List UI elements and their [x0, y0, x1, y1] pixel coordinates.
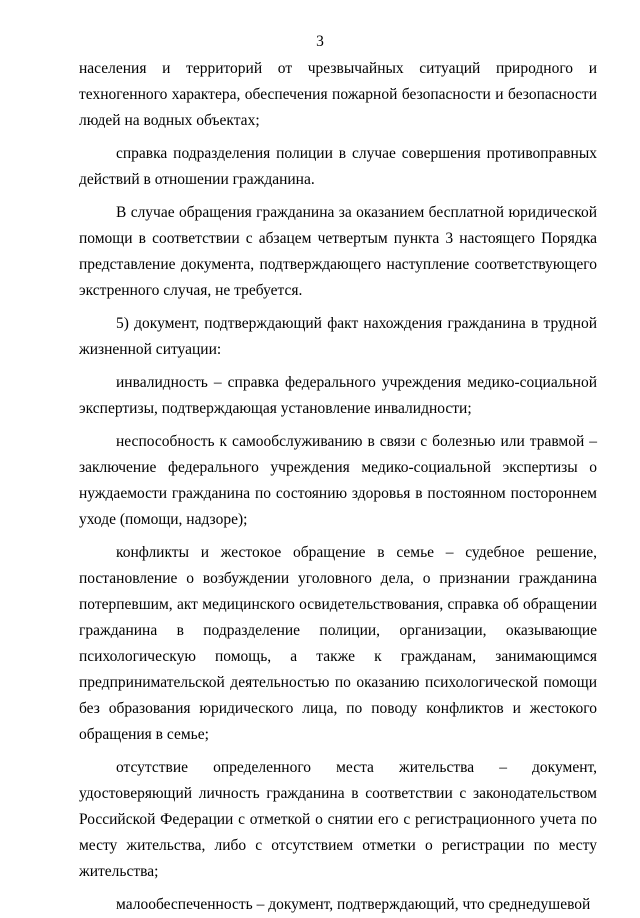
page-number: 3: [316, 33, 324, 50]
paragraph-emergency-case: В случае обращения гражданина за оказанием бесплатной юридической помощи в соответствии с абзацем четвертым пункта 3 настоящего Порядка представление документа, подтверждающего наступление соответствующего экстренного случая, не требуется.: [79, 204, 597, 299]
paragraph-continuation: населения и территорий от чрезвычайных ситуаций природного и техногенного характера, обеспечения пожарной безопасности и безопасности людей на водных объектах;: [79, 60, 597, 129]
paragraph-self-care: неспособность к самообслуживанию в связи с болезнью или травмой – заключение федерального учреждения медико-социальной экспертизы о нуждаемости гражданина по состоянию здоровья в постоянном постороннем уходе (помощи, надзоре);: [79, 433, 597, 528]
paragraph-item-5: 5) документ, подтверждающий факт нахождения гражданина в трудной жизненной ситуации:: [79, 315, 597, 358]
paragraph-family-conflicts: конфликты и жестокое обращение в семье – судебное решение, постановление о возбуждении уголовного дела, о признании гражданина потерпевшим, акт медицинского освидетельствования, справка об обращении гражданина в подразделение полиции, организации, оказывающие психологическую помощь, а также к гражданам, занимающимся предпринимательской деятельностью по оказанию психологической помощи без образования юридического лица, по поводу конфликтов и жестокого обращения в семье;: [79, 544, 597, 743]
paragraph-no-residence: отсутствие определенного места жительства – документ, удостоверяющий личность гражданина в соответствии с законодательством Российской Федерации с отметкой о снятии его с регистрационного учета по месту жительства, либо с отсутствием отметки о регистрации по месту жительства;: [79, 759, 597, 880]
document-body: [79, 56, 597, 918]
paragraph-disability: инвалидность – справка федерального учреждения медико-социальной экспертизы, подтверждающая установление инвалидности;: [79, 374, 597, 417]
paragraph-police-certificate: справка подразделения полиции в случае совершения противоправных действий в отношении гражданина.: [79, 145, 597, 188]
paragraph-low-income: малообеспеченность – документ, подтверждающий, что среднедушевой: [116, 896, 591, 913]
